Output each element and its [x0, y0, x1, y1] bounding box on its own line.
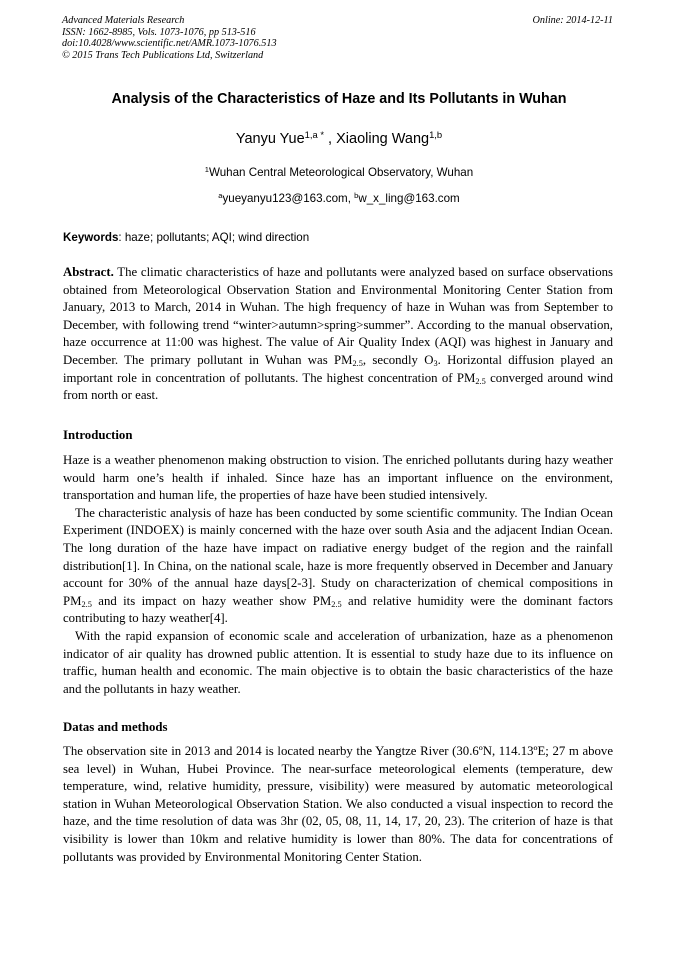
- section-heading-introduction: Introduction: [63, 428, 133, 442]
- subscript: 3: [433, 359, 438, 369]
- email-link[interactable]: yueyanyu123@163.com,: [222, 192, 355, 205]
- abstract-text: . Horizontal diffusion played an important role in concentration of pollutants. The highest concentration of PM: [63, 352, 613, 385]
- paper-title: Analysis of the Characteristics of Haze and Its Pollutants in Wuhan: [111, 91, 567, 107]
- paragraph: Haze is a weather phenomenon making obstruction to vision. The enriched pollutants during hazy weather would harm one’s health if inhaled. Since haze has an important influence on the environment, transportation and human life, the properties of haze have been studied intensively.: [63, 453, 613, 503]
- paragraph: With the rapid expansion of economic scale and acceleration of urbanization, haze as a phenomenon indicator of air quality has drowned public attention. It is essential to study haze due to its influence on traffic, human health and economic. The main objective is to obtain the basic characteristics of the haze and the pollutants in hazy weather.: [63, 628, 613, 696]
- paragraph-text: and its impact on hazy weather show PM: [91, 593, 332, 608]
- subscript: 2.5: [475, 376, 486, 386]
- issn-line: ISSN: 1662-8985, Vols. 1073-1076, pp 513-516: [62, 26, 256, 38]
- email-link[interactable]: w_x_ling@163.com: [358, 192, 460, 205]
- abstract-text: , secondly O: [362, 352, 434, 367]
- abstract-label: Abstract.: [63, 265, 114, 279]
- keywords-text: : haze; pollutants; AQI; wind direction: [118, 231, 310, 244]
- author-name: Xiaoling Wang: [336, 131, 430, 147]
- copyright-line: © 2015 Trans Tech Publications Ltd, Switzerland: [62, 49, 264, 61]
- journal-header: [62, 15, 277, 61]
- abstract-text: converged around wind from north or east.: [63, 370, 613, 403]
- paragraph-text: and relative humidity were the dominant factors contributing to hazy weather[4].: [63, 593, 613, 626]
- subscript: 2.5: [331, 599, 342, 609]
- subscript: 2.5: [352, 359, 363, 369]
- keywords: [63, 231, 309, 244]
- email-superscript: b: [354, 190, 359, 200]
- subscript: 2.5: [81, 599, 92, 609]
- author-name: Yanyu Yue: [235, 131, 305, 147]
- journal-name: Advanced Materials Research: [62, 15, 185, 26]
- abstract: [63, 264, 613, 405]
- email-superscript: a: [218, 190, 223, 200]
- affiliation-text: Wuhan Central Meteorological Observatory, Wuhan: [208, 166, 474, 179]
- paragraph: The observation site in 2013 and 2014 is located nearby the Yangtze River (30.6ºN, 114.13ºE; 27 m above sea level) in Wuhan, Hubei Province. The near-surface meteorological elements (temperature, dew temperature, wind, relative humidity, pressure, visibility) were measured by automatic meteorological station in Wuhan Meteorological Observation Station. We also conducted a visual inspection to record the haze, and the time resolution of data was 3hr (02, 05, 08, 11, 14, 17, 20, 23). The criterion of haze is that visibility is lower than 10km and relative humidity is lower than 80%. The data for concentrations of pollutants was provided by Environmental Monitoring Center Station.: [63, 744, 613, 864]
- online-date: Online: 2014-12-11: [532, 15, 613, 26]
- affiliation-superscript: 1: [204, 164, 209, 174]
- paragraph: [63, 505, 613, 628]
- email-line: [40, 192, 638, 205]
- keywords-label: Keywords: [63, 231, 119, 244]
- datas-methods-body: [63, 743, 613, 866]
- doi-line: doi:10.4028/www.scientific.net/AMR.1073-1076.513: [62, 38, 277, 50]
- affiliation: [40, 166, 638, 179]
- author-line: [40, 128, 638, 147]
- introduction-body: [63, 452, 613, 698]
- author-separator: ,: [324, 131, 337, 147]
- author-superscript: 1,b: [429, 128, 443, 140]
- paragraph-text: The characteristic analysis of haze has been conducted by some scientific community. The Indian Ocean Experiment (INDOEX) is mainly concerned with the haze over south Asia and the adjacent Indian Ocean. The long duration of the haze have impact on radiative energy budget of the region and the rainfall distribution[1]. In China, on the national scale, haze is more frequently observed in December and January account for 30% of the annual haze days[2-3]. Study on characterization of chemical compositions in PM: [63, 505, 613, 608]
- author-superscript: 1,a *: [304, 128, 325, 140]
- section-heading-datas-methods: Datas and methods: [63, 720, 168, 734]
- abstract-text: The climatic characteristics of haze and pollutants were analyzed based on surface observations obtained from Meteorological Observation Station and Environmental Monitoring Center Station from January, 2013 to March, 2014 in Wuhan. The high frequency of haze in Wuhan was from September to December, with following trend “winter>autumn>spring>summer”. According to the manual observation, haze occurrence at 11:00 was highest. The value of Air Quality Index (AQI) was highest in January and December. The primary pollutant in Wuhan was PM: [63, 265, 613, 367]
